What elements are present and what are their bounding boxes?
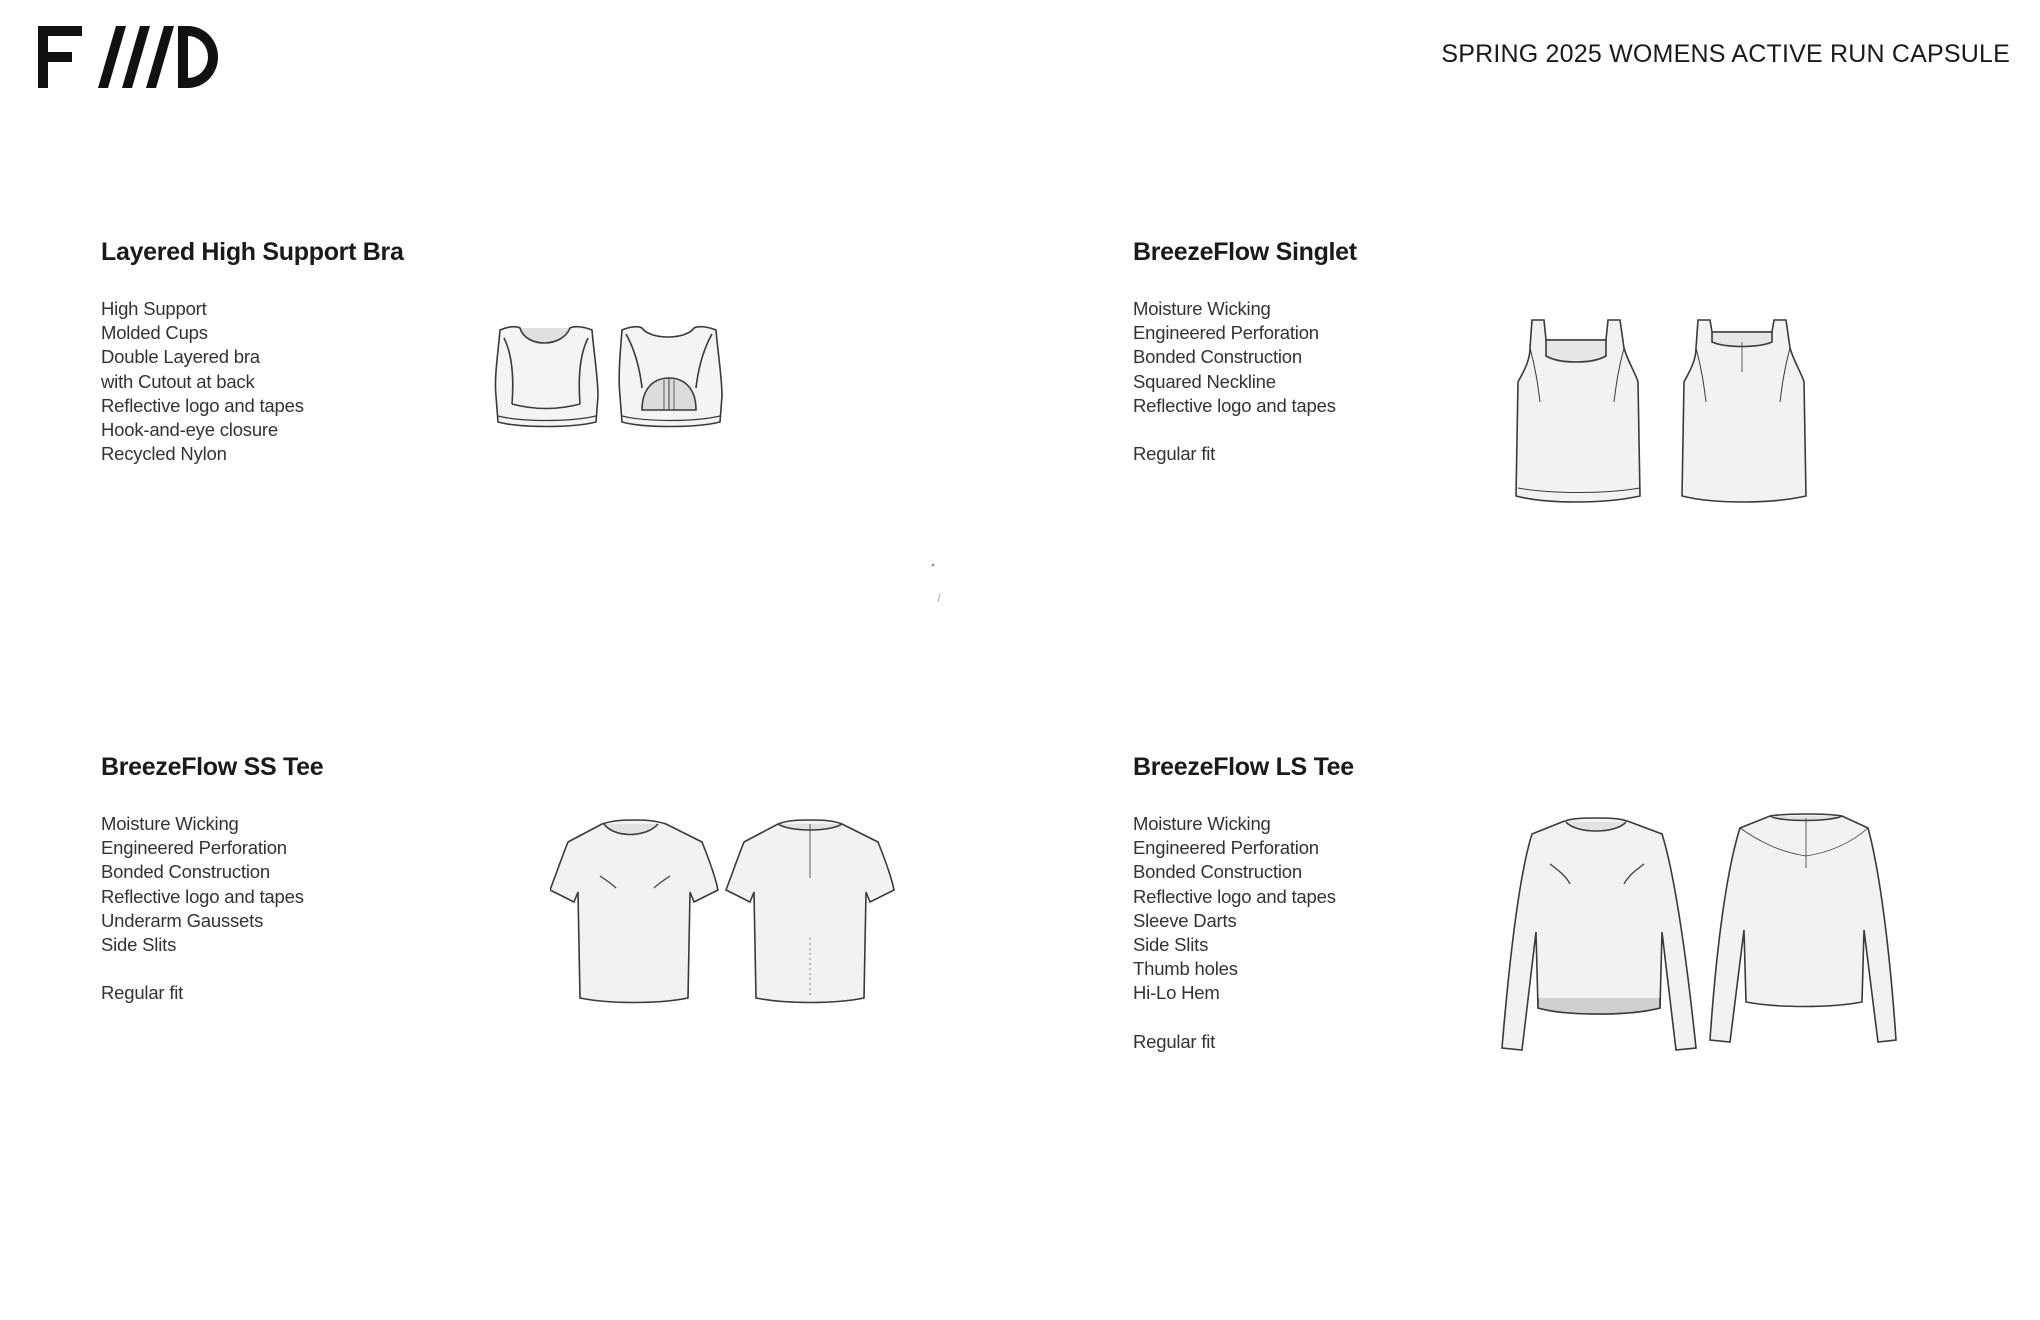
product-block-bra [101, 238, 521, 466]
feature-item: Reflective logo and tapes [1133, 885, 1336, 907]
feature-item: Double Layered bra [101, 346, 260, 368]
feature-item: Thumb holes [1133, 958, 1238, 980]
feature-item: Sleeve Darts [1133, 909, 1237, 931]
ls-tee-back-sketch [1710, 814, 1896, 1042]
singlet-front-sketch [1516, 320, 1640, 502]
feature-item: Engineered Perforation [1133, 322, 1319, 344]
feature-item: Side Slits [1133, 934, 1209, 956]
feature-item: Reflective logo and tapes [1133, 394, 1336, 416]
feature-item: Molded Cups [101, 322, 208, 344]
feature-list [1133, 812, 1553, 1054]
ss-tee-front-sketch [550, 820, 718, 1003]
feature-list [101, 297, 521, 466]
ls-tee-flat-sketch [1500, 812, 1900, 1058]
brand-logo [38, 26, 218, 88]
product-block-ss-tee [101, 753, 521, 1006]
feature-item: High Support [101, 298, 207, 319]
feature-item: Moisture Wicking [101, 813, 239, 834]
ss-tee-back-sketch [726, 820, 894, 1003]
feature-item: Hook-and-eye closure [101, 419, 278, 441]
product-name: Layered High Support Bra [101, 238, 404, 266]
product-name: BreezeFlow Singlet [1133, 238, 1357, 266]
feature-item: Hi-Lo Hem [1133, 982, 1220, 1004]
singlet-flat-sketch [1512, 312, 1812, 508]
feature-item: Recycled Nylon [101, 443, 227, 465]
feature-item: Underarm Gaussets [101, 909, 264, 931]
feature-list [1133, 297, 1553, 466]
bra-back-sketch [619, 327, 722, 427]
feature-item: Engineered Perforation [101, 837, 287, 859]
feature-item: Engineered Perforation [1133, 837, 1319, 859]
feature-item: Squared Neckline [1133, 370, 1276, 392]
ss-tee-flat-sketch [550, 818, 900, 1008]
fit-label: Regular fit [1133, 443, 1216, 465]
product-name: BreezeFlow SS Tee [101, 753, 324, 781]
ls-tee-front-sketch [1502, 818, 1696, 1050]
product-block-ls-tee [1133, 753, 1553, 1054]
feature-item: Moisture Wicking [1133, 813, 1271, 834]
fit-label: Regular fit [1133, 1030, 1216, 1052]
stray-mark [930, 558, 944, 608]
feature-item: Bonded Construction [1133, 346, 1302, 368]
product-name: BreezeFlow LS Tee [1133, 753, 1354, 781]
feature-list [101, 812, 521, 1006]
singlet-back-sketch [1682, 320, 1806, 502]
bra-flat-sketch [490, 318, 730, 436]
feature-item: Bonded Construction [101, 861, 270, 883]
feature-item: with Cutout at back [101, 370, 255, 392]
feature-item: Moisture Wicking [1133, 298, 1271, 319]
feature-item: Bonded Construction [1133, 861, 1302, 883]
collection-title: SPRING 2025 WOMENS ACTIVE RUN CAPSULE [1441, 40, 2010, 68]
feature-item: Reflective logo and tapes [101, 394, 304, 416]
product-block-singlet [1133, 238, 1553, 466]
feature-item: Side Slits [101, 934, 177, 956]
bra-front-sketch [495, 327, 598, 427]
fit-label: Regular fit [101, 982, 184, 1004]
feature-item: Reflective logo and tapes [101, 885, 304, 907]
